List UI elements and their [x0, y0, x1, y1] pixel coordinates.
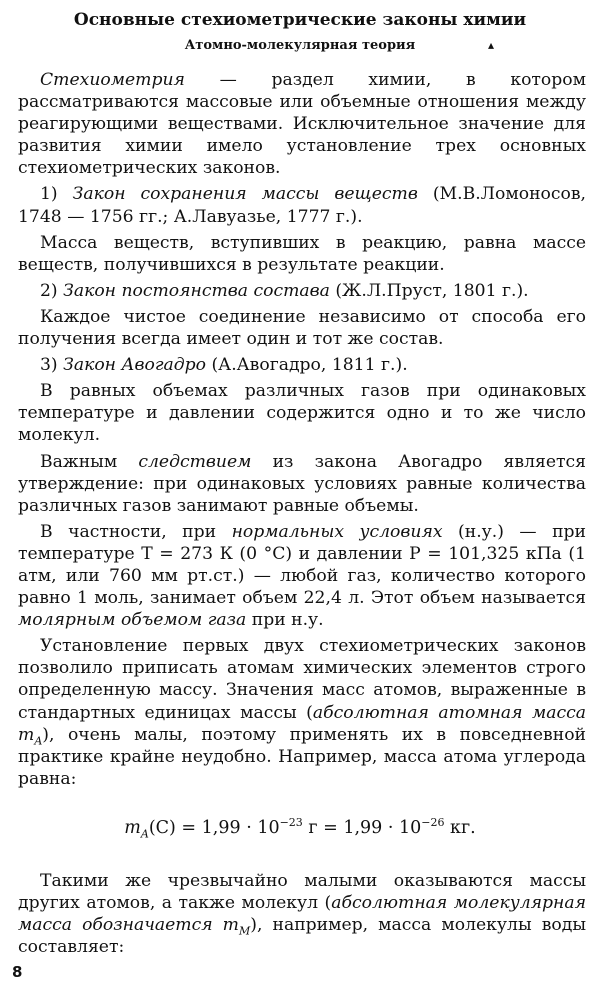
normal-middle: (н.у.) — при температуре Т = 273 К (0 °С) и давлении Р = 101,325 кПа (1 атм, или 760 мм рт.ст.) — любой газ, количество которого равно 1 моль, занимает объем 22,4 л. Этот объем называется — [18, 521, 586, 609]
law3-name: Закон Авогадро — [63, 355, 207, 376]
law1-name: Закон сохранения массы веществ — [72, 184, 418, 205]
stray-mark: ▴ — [488, 38, 495, 52]
molar-volume-term: молярным объемом газа — [18, 610, 247, 631]
main-text — [18, 69, 586, 794]
law3-text: В равных объемах различных газов при одинаковых температуре и давлении содержится одно и то же число молекул. — [18, 381, 586, 446]
law2-heading — [18, 280, 586, 302]
formula-exp2: −26 — [421, 816, 445, 830]
atomic-term-text: абсолютная атомная масса m — [18, 702, 587, 745]
normal-conditions-paragraph — [18, 521, 586, 631]
law1-ref: (М.В.Ломоносов, 1748 — 1756 гг.; А.Лавуазье, 1777 г.). — [18, 184, 587, 227]
law3-heading — [18, 354, 586, 376]
formula-sub: A — [140, 827, 149, 841]
normal-before: В частности, при — [40, 521, 232, 542]
page-title: Основные стехиометрические законы химии — [73, 10, 527, 30]
atomic-mass-paragraph — [18, 635, 586, 790]
normal-after: при н.у. — [246, 610, 324, 631]
law2-ref: (Ж.Л.Пруст, 1801 г.). — [329, 280, 529, 301]
corollary-term: следствием — [138, 451, 252, 472]
molecular-mass-paragraph — [18, 870, 586, 958]
formula-mid: г = 1,99 · 10 — [302, 818, 422, 838]
formula-m: m — [124, 818, 141, 838]
corollary-before: Важным — [40, 451, 139, 472]
law1-number: 1) — [40, 184, 73, 205]
intro-term: Стехиометрия — [40, 70, 185, 90]
page-number: 8 — [12, 963, 23, 981]
formula-unit: кг. — [444, 818, 476, 838]
atomic-after: ), очень малы, поэтому применять их в повседневной практике крайне неудобно. Например, масса атома углерода равна: — [18, 724, 586, 789]
molecular-term-sub: M — [238, 924, 251, 938]
formula-left: (C) = 1,99 · 10 — [148, 818, 280, 838]
law2-name: Закон постоянства состава — [63, 280, 330, 301]
molecular-term-text: абсолютная молекулярная масса обозначается m — [18, 893, 586, 936]
carbon-mass-formula — [0, 816, 600, 841]
law2-text: Каждое чистое соединение независимо от способа его получения всегда имеет один и тот же состав. — [18, 306, 586, 350]
intro-text: — раздел химии, в котором рассматриваются массовые или объемные отношения между реагирующими веществами. Исключительное значение для развития химии имело установление трех основных стехиометрических законов. — [18, 70, 586, 179]
law3-ref: (А.Авогадро, 1811 г.). — [206, 355, 408, 376]
atomic-term-sub: A — [34, 734, 43, 748]
intro-paragraph — [18, 69, 586, 179]
molecular-mass-text — [18, 870, 586, 958]
molecular-before: Такими же чрезвычайно малыми оказываются массы других атомов, а также молекул ( — [18, 871, 586, 914]
formula-exp1: −23 — [279, 816, 303, 830]
law2-number: 2) — [40, 280, 64, 301]
corollary-paragraph — [18, 451, 586, 517]
law3-number: 3) — [40, 355, 64, 376]
law1-heading — [18, 183, 586, 227]
corollary-after: из закона Авогадро является утверждение: при одинаковых условиях равные количества различных газов занимают равные объемы. — [18, 451, 586, 516]
section-subtitle: Атомно-молекулярная теория — [184, 38, 416, 53]
atomic-before: Установление первых двух стехиометрических законов позволило приписать атомам химических элементов строго определенную массу. Значения масс атомов, выраженные в стандартных единицах массы ( — [18, 636, 586, 723]
normal-term: нормальных условиях — [231, 521, 443, 542]
molecular-after: ), например, масса молекулы воды составляет: — [18, 915, 586, 958]
law1-text: Масса веществ, вступивших в реакцию, равна массе веществ, получившихся в результате реакции. — [18, 232, 586, 275]
